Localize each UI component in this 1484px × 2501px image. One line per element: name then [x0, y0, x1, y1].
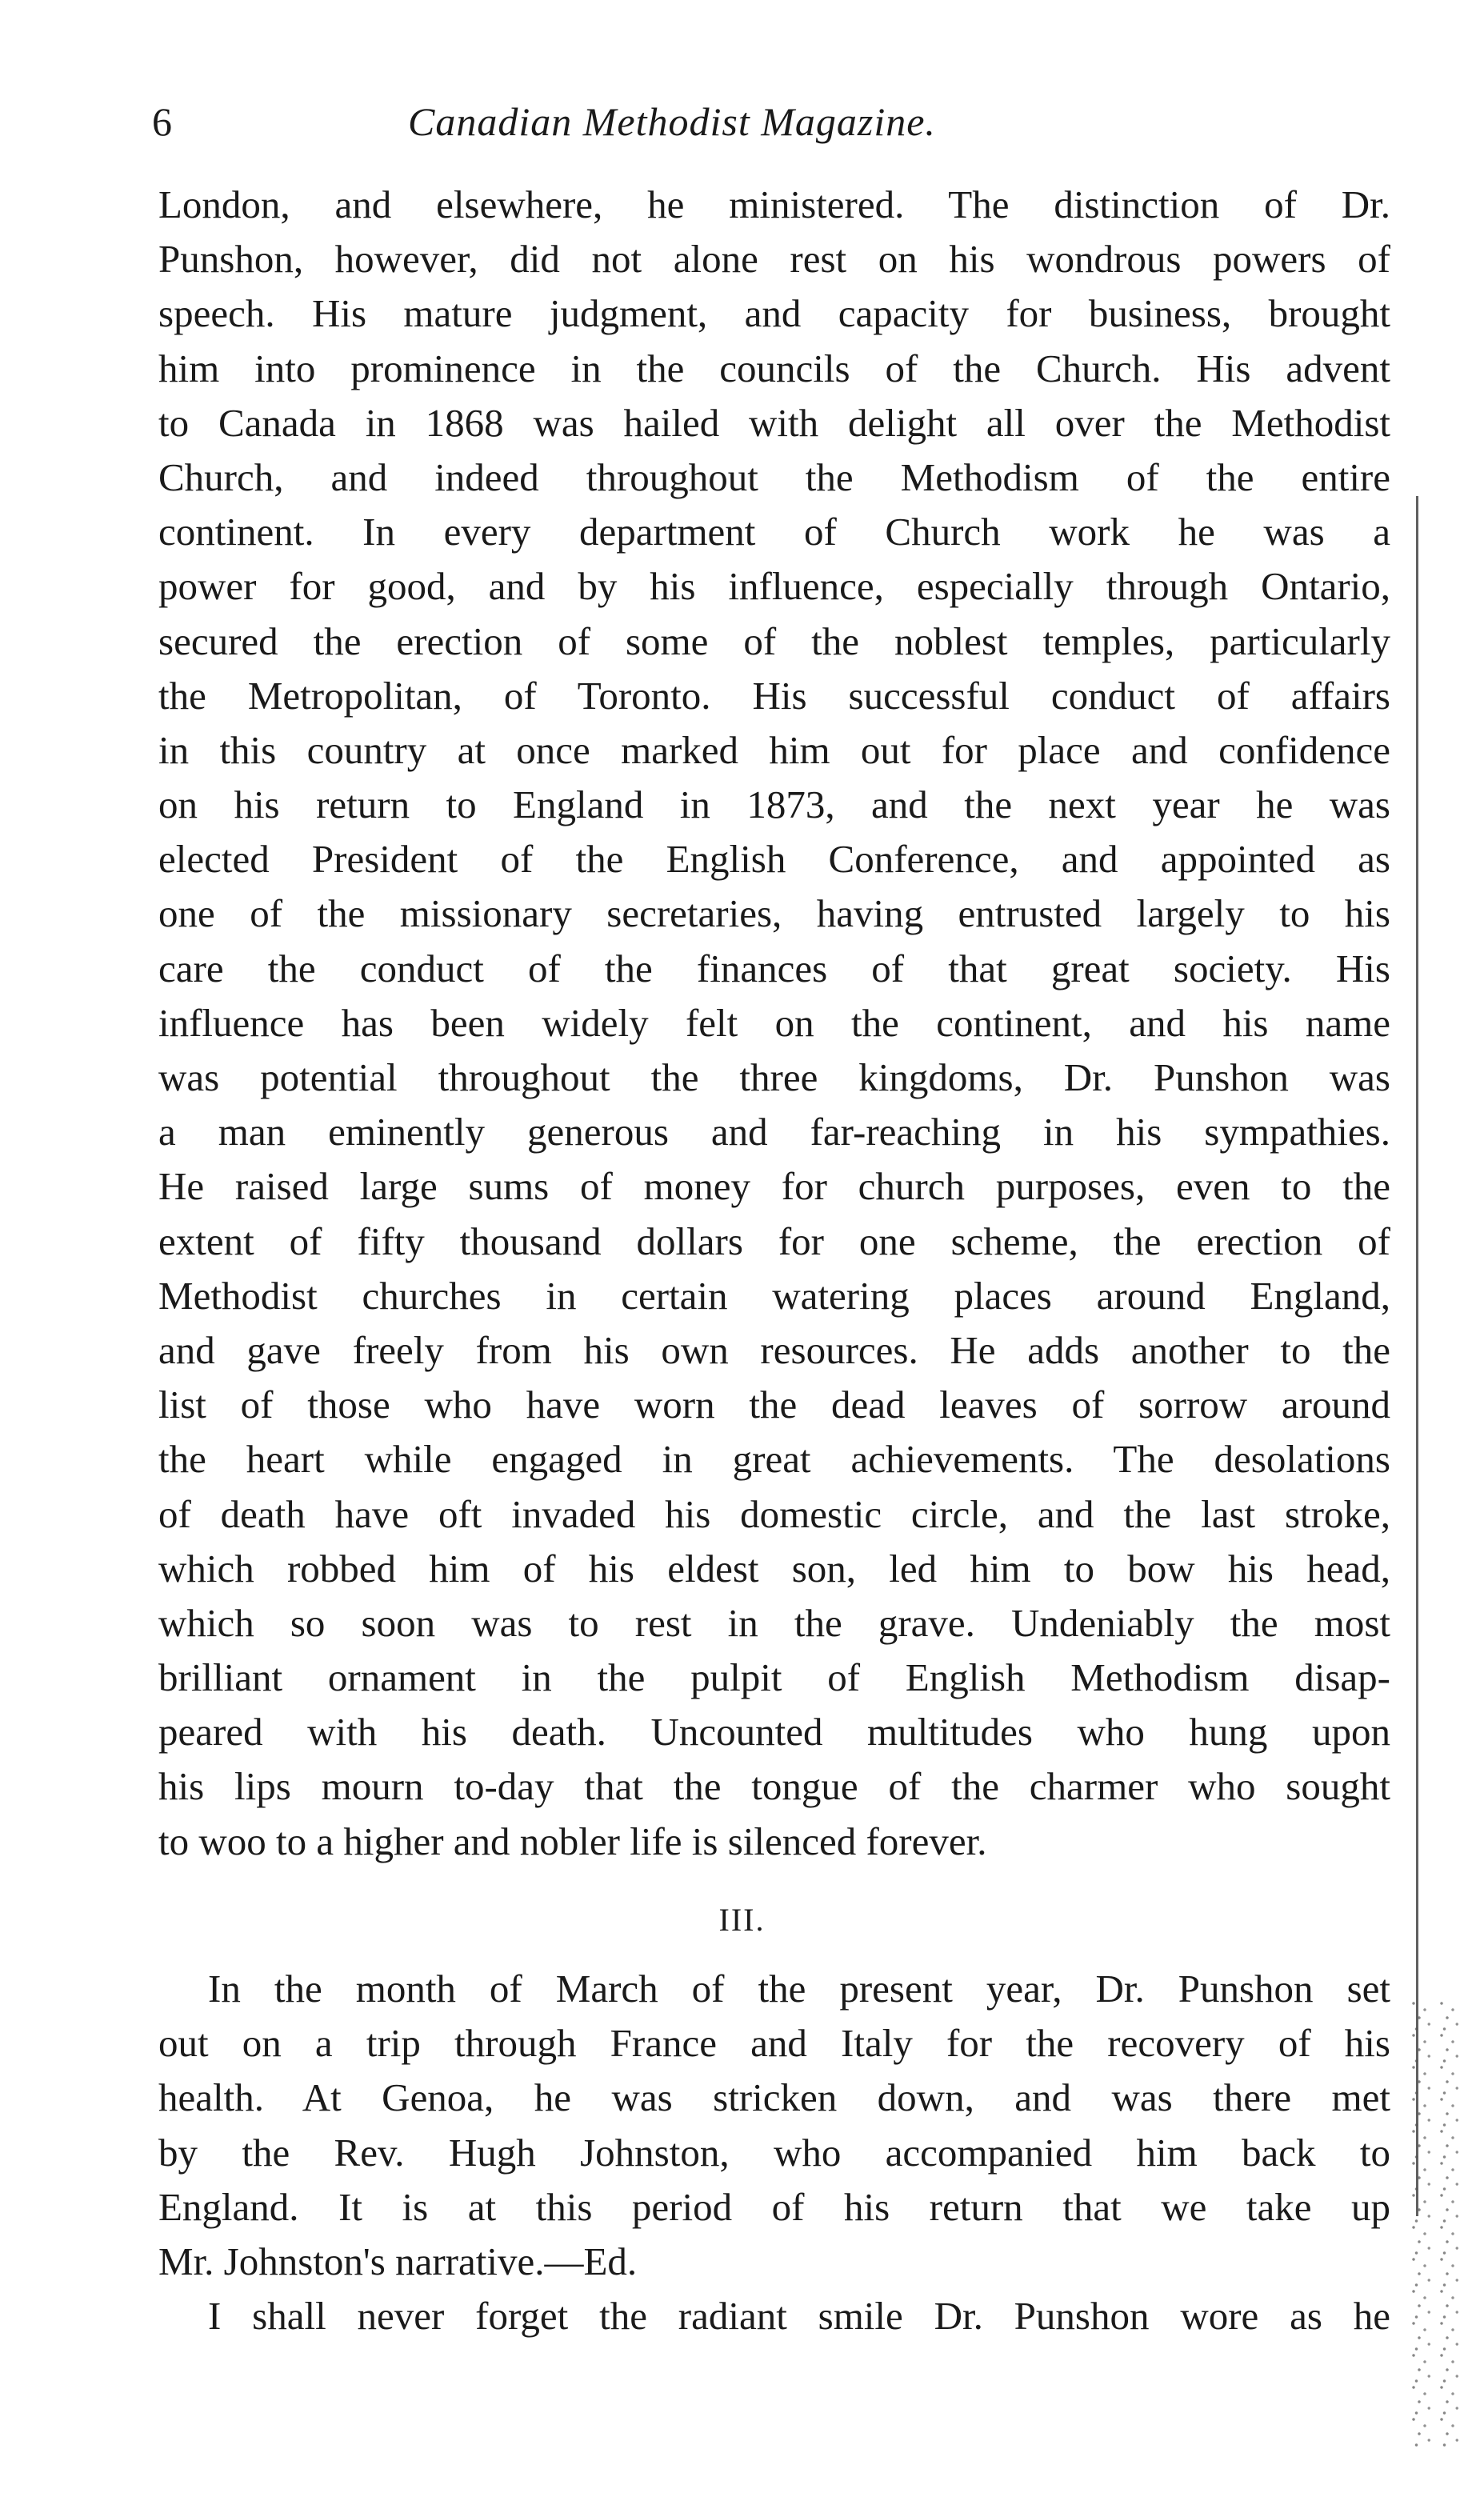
paragraph-genoa-trip: [158, 1962, 1390, 2343]
text-line: one of the missionary secretaries, having entrusted largely to his: [158, 891, 1390, 936]
text-line: He raised large sums of money for church purposes, even to the: [158, 1164, 1390, 1209]
text-line: out on a trip through France and Italy for the recovery of his: [158, 2021, 1390, 2066]
text-line: I shall never forget the radiant smile Dr. Punshon wore as he: [208, 2294, 1390, 2339]
text-line: In the month of March of the present year, Dr. Punshon set: [208, 1967, 1390, 2011]
page-header: [152, 90, 1400, 154]
text-line: peared with his death. Uncounted multitudes who hung upon: [158, 1710, 1390, 1755]
text-line: on his return to England in 1873, and the next year he was: [158, 782, 1390, 827]
text-line: him into prominence in the councils of the Church. His advent: [158, 346, 1390, 390]
text-line: continent. In every department of Church work he was a: [158, 510, 1390, 554]
text-line: influence has been widely felt on the continent, and his name: [158, 1000, 1390, 1045]
text-line: secured the erection of some of the noblest temples, particularly: [158, 618, 1390, 663]
binding-edge-shadow: [1416, 496, 1418, 2216]
text-line: the heart while engaged in great achievements. The desolations: [158, 1437, 1390, 1482]
text-line: his lips mourn to-day that the tongue of the charmer who sought: [158, 1764, 1390, 1809]
text-line: a man eminently generous and far-reaching in his sympathies.: [158, 1110, 1390, 1154]
text-line: England. It is at this period of his return that we take up: [158, 2184, 1390, 2229]
text-line: brilliant ornament in the pulpit of English Methodism disap-: [158, 1655, 1390, 1700]
text-line: which so soon was to rest in the grave. Undeniably the most: [158, 1600, 1390, 1645]
text-line: in this country at once marked him out for place and confidence: [158, 727, 1390, 772]
page-number: 6: [152, 99, 172, 144]
text-line: Mr. Johnston's narrative.—Ed.: [158, 2239, 638, 2283]
scan-noise: [1408, 2000, 1464, 2448]
section-numeral: III.: [718, 1902, 766, 1938]
text-line: of death have oft invaded his domestic circle, and the last stroke,: [158, 1491, 1390, 1536]
text-line: to woo to a higher and nobler life is silenced forever.: [158, 1819, 987, 1863]
text-line: power for good, and by his influence, especially through Ontario,: [158, 564, 1390, 609]
text-line: London, and elsewhere, he ministered. The distinction of Dr.: [158, 182, 1390, 226]
text-line: health. At Genoa, he was stricken down, and was there met: [158, 2075, 1390, 2120]
text-line: which robbed him of his eldest son, led him to bow his head,: [158, 1546, 1390, 1591]
text-line: care the conduct of the finances of that great society. His: [158, 946, 1390, 990]
text-line: to Canada in 1868 was hailed with delight all over the Methodist: [158, 400, 1390, 445]
running-title: Canadian Methodist Magazine.: [408, 99, 936, 144]
text-line: was potential throughout the three kingdoms, Dr. Punshon was: [158, 1055, 1390, 1099]
text-line: extent of fifty thousand dollars for one scheme, the erection of: [158, 1218, 1390, 1263]
text-line: and gave freely from his own resources. He adds another to the: [158, 1327, 1390, 1372]
text-line: by the Rev. Hugh Johnston, who accompanied him back to: [158, 2130, 1390, 2175]
text-line: speech. His mature judgment, and capacity for business, brought: [158, 291, 1390, 336]
text-line: list of those who have worn the dead leaves of sorrow around: [158, 1383, 1390, 1427]
text-line: Methodist churches in certain watering places around England,: [158, 1273, 1390, 1318]
text-line: elected President of the English Conference, and appointed as: [158, 837, 1390, 882]
text-line: Punshon, however, did not alone rest on his wondrous powers of: [158, 237, 1390, 282]
paragraph-punshon-career: [158, 178, 1390, 1869]
text-line: the Metropolitan, of Toronto. His successful conduct of affairs: [158, 673, 1390, 718]
text-line: Church, and indeed throughout the Methodism of the entire: [158, 454, 1390, 499]
